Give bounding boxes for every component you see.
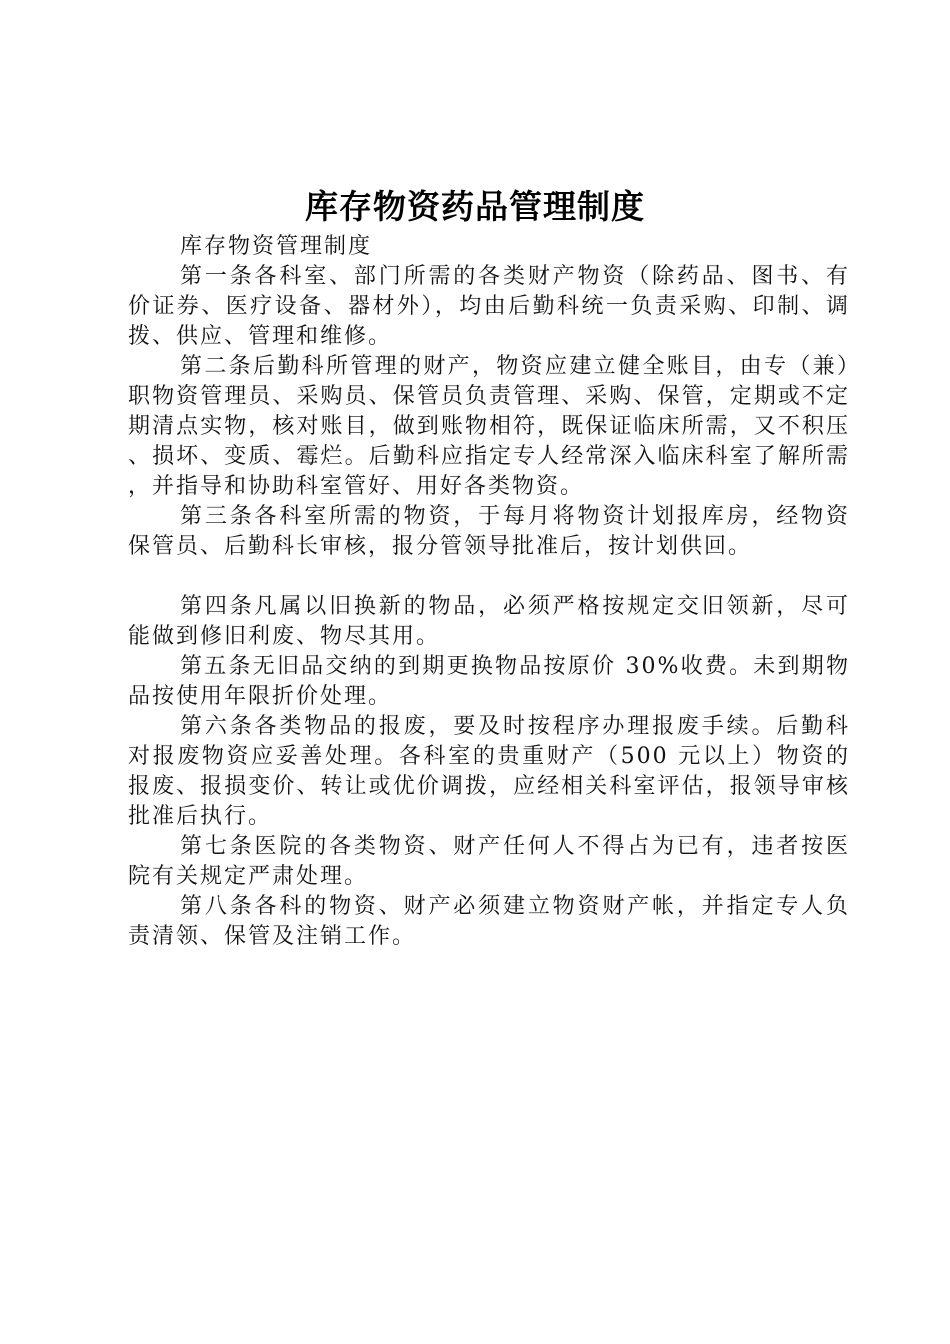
article-3: 第三条各科室所需的物资，于每月将物资计划报库房，经物资保管员、后勤科长审核，报分管领导批准后，按计划供回。	[128, 504, 850, 559]
article-7: 第七条医院的各类物资、财产任何人不得占为已有，违者按医院有关规定严肃处理。	[128, 834, 850, 889]
document-body	[128, 232, 850, 952]
article-8: 第八条各科的物资、财产必须建立物资财产帐，并指定专人负责清领、保管及注销工作。	[128, 894, 850, 949]
article-1: 第一条各科室、部门所需的各类财产物资（除药品、图书、有价证券、医疗设备、器材外），均由后勤科统一负责采购、印制、调拨、供应、管理和维修。	[128, 264, 850, 349]
document-title: 库存物资药品管理制度	[305, 187, 645, 226]
article-2: 第二条后勤科所管理的财产，物资应建立健全账目，由专（兼）职物资管理员、采购员、保管员负责管理、采购、保管，定期或不定期清点实物，核对账目，做到账物相符，既保证临床所需，又不积压、损坏、变质、霉烂。后勤科应指定专人经常深入临床科室了解所需，并指导和协助科室管好、用好各类物资。	[128, 354, 850, 499]
article-4: 第四条凡属以旧换新的物品，必须严格按规定交旧领新，尽可能做到修旧利废、物尽其用。	[128, 594, 850, 649]
article-6: 第六条各类物品的报废，要及时按程序办理报废手续。后勤科对报废物资应妥善处理。各科室的贵重财产（500 元以上）物资的报废、报损变价、转让或优价调拨，应经相关科室评估，报领导审核批准后执行。	[128, 714, 850, 829]
article-5: 第五条无旧品交纳的到期更换物品按原价 30%收费。未到期物品按使用年限折价处理。	[128, 654, 850, 709]
section-heading: 库存物资管理制度	[180, 234, 373, 259]
